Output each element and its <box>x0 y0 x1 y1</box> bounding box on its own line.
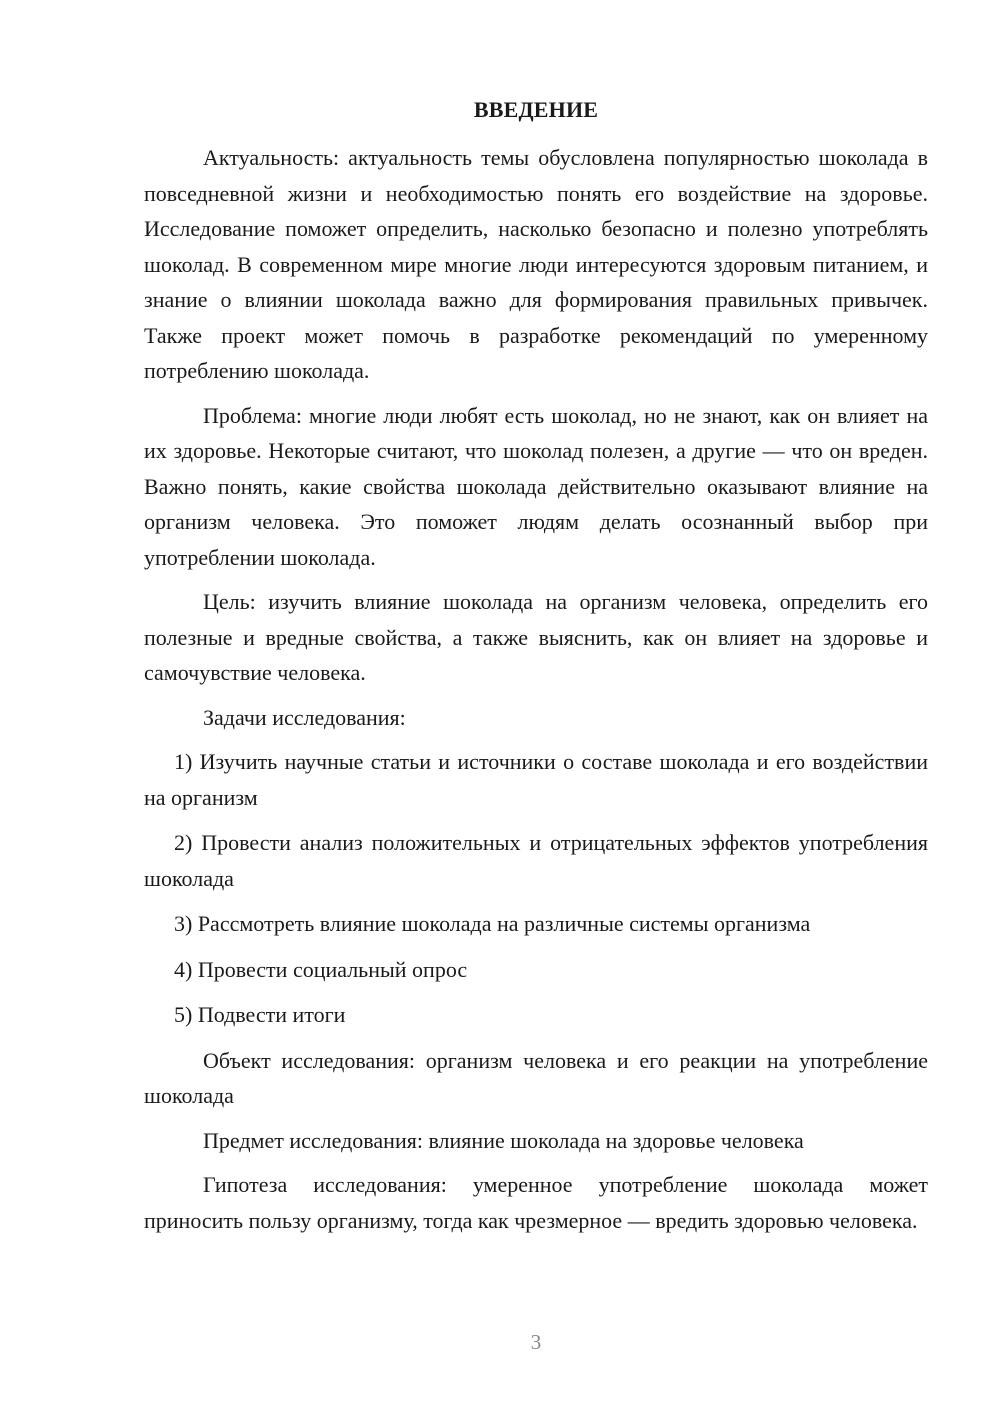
subject-paragraph: Предмет исследования: влияние шоколада на здоровье человека <box>203 1127 804 1153</box>
document-page <box>144 88 928 1247</box>
hypothesis-paragraph: Гипотеза исследования: умеренное употребление шоколада может приносить пользу организму, тогда как чрезмерное — вредить здоровью человека. <box>144 1172 928 1233</box>
section-title: ВВЕДЕНИЕ <box>473 97 599 122</box>
task-item: 5) Подвести итоги <box>174 1002 346 1027</box>
task-item: 2) Провести анализ положительных и отрицательных эффектов употребления шоколада <box>144 830 928 891</box>
tasks-heading: Задачи исследования: <box>203 704 406 730</box>
task-item: 1) Изучить научные статьи и источники о составе шоколада и его воздействии на организм <box>144 749 928 810</box>
problem-paragraph: Проблема: многие люди любят есть шоколад, но не знают, как он влияет на их здоровье. Некоторые считают, что шоколад полезен, а другие — что он вреден. Важно понять, какие свойства шоколада действительно оказывают влияние на организм человека. Это поможет людям делать осознанный выбор при употреблении шоколада. <box>144 402 928 570</box>
page-number: 3 <box>530 1330 542 1354</box>
task-item: 4) Провести социальный опрос <box>174 956 468 982</box>
goal-paragraph: Цель: изучить влияние шоколада на организм человека, определить его полезные и вредные свойства, а также выяснить, как он влияет на здоровье и самочувствие человека. <box>144 589 928 685</box>
object-paragraph: Объект исследования: организм человека и его реакции на употребление шоколада <box>144 1047 928 1108</box>
relevance-paragraph: Актуальность: актуальность темы обусловлена популярностью шоколада в повседневной жизни и необходимостью понять его воздействие на здоровье. Исследование поможет определить, насколько безопасно и полезно употреблять шоколад. В современном мире многие люди интересуются здоровым питанием, и знание о влиянии шоколада важно для формирования правильных привычек. Также проект может помочь в разработке рекомендаций по умеренному потреблению шоколада. <box>144 145 928 383</box>
task-item: 3) Рассмотреть влияние шоколада на различные системы организма <box>174 911 811 936</box>
